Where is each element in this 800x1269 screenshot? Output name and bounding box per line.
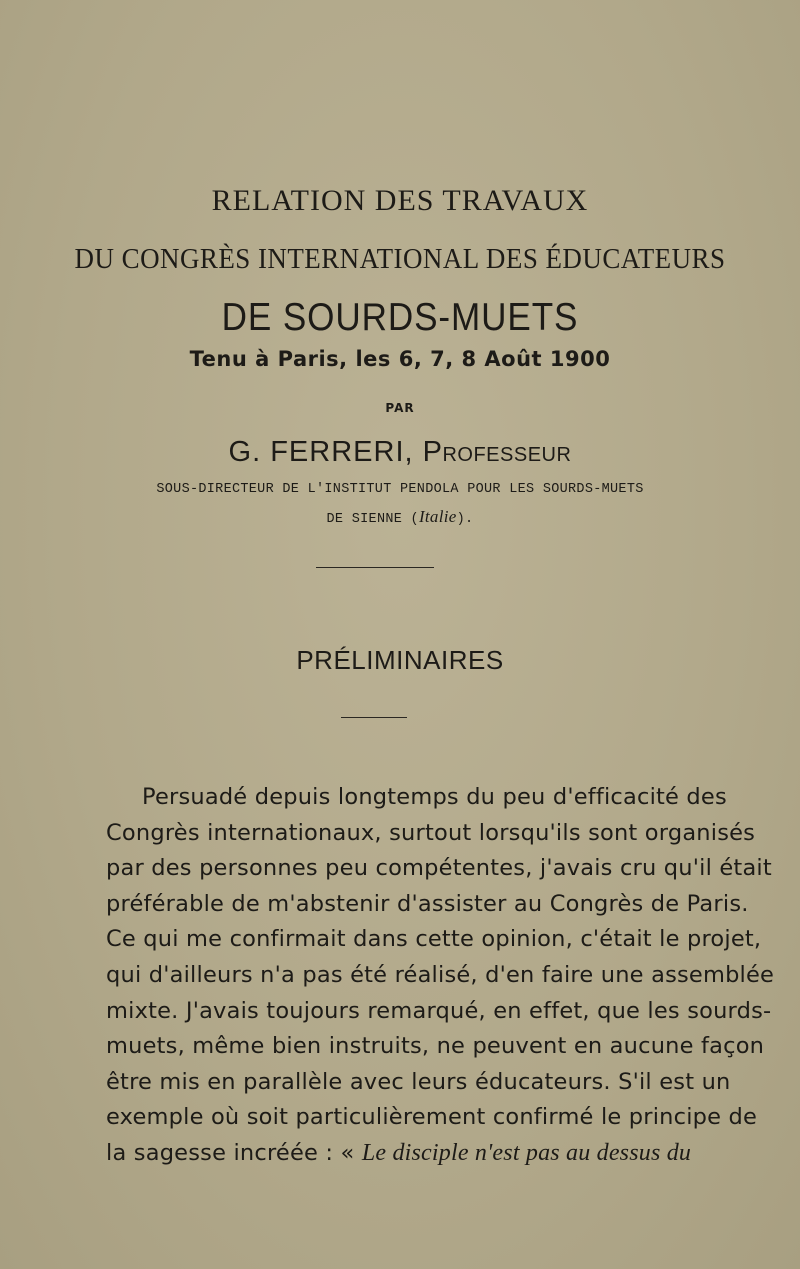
divider-rule-top — [316, 567, 434, 568]
divider-rule-bottom — [341, 717, 407, 718]
by-label: PAR — [385, 401, 415, 415]
affiliation-line-1: SOUS-DIRECTEUR DE L'INSTITUT PENDOLA POUR LES SOURDS-MUETS — [156, 482, 644, 497]
affiliation-line-2 — [0, 507, 800, 527]
affiliation-country: Italie — [418, 507, 457, 526]
paragraph-line: mixte. J'avais toujours remarqué, en effet, que les sourds- — [106, 997, 772, 1024]
held-date-line: Tenu à Paris, les 6, 7, 8 Août 1900 — [189, 347, 611, 371]
affiliation-prefix: DE SIENNE ( — [326, 512, 419, 527]
author-title: PROFESSEUR — [422, 436, 572, 468]
paragraph-line: Ce qui me confirmait dans cette opinion, c'était le projet, — [106, 926, 762, 953]
paragraph-line: qui d'ailleurs n'a pas été réalisé, d'en faire une assemblée — [106, 961, 775, 988]
paragraph-line: préférable de m'abstenir d'assister au Congrès de Paris. — [106, 890, 749, 917]
author-name: G. FERRERI, — [228, 436, 423, 468]
title-line-2: DU CONGRÈS INTERNATIONAL DES ÉDUCATEURS — [74, 243, 726, 275]
paragraph-last-line — [106, 1136, 692, 1172]
last-line-prefix: la sagesse incréée : « — [106, 1139, 362, 1166]
paragraph-line: muets, même bien instruits, ne peuvent en aucune façon — [106, 1033, 765, 1060]
title-line-3: DE SOURDS-MUETS — [221, 296, 579, 339]
paragraph-line: exemple où soit particulièrement confirmé le principe de — [106, 1104, 758, 1131]
author-line — [0, 436, 800, 469]
paragraph-line: Congrès internationaux, surtout lorsqu'ils sont organisés — [106, 819, 756, 846]
paragraph-line: être mis en parallèle avec leurs éducateurs. S'il est un — [106, 1068, 731, 1095]
section-heading: PRÉLIMINAIRES — [296, 645, 504, 675]
affiliation-suffix: ). — [456, 512, 474, 527]
title-line-1: RELATION DES TRAVAUX — [211, 184, 589, 217]
paragraph-line: Persuadé depuis longtemps du peu d'efficacité des — [142, 784, 727, 810]
last-line-quote: Le disciple n'est pas au dessus du — [361, 1139, 692, 1166]
paragraph — [106, 780, 775, 1172]
paragraph-line: par des personnes peu compétentes, j'avais cru qu'il était — [106, 855, 772, 882]
